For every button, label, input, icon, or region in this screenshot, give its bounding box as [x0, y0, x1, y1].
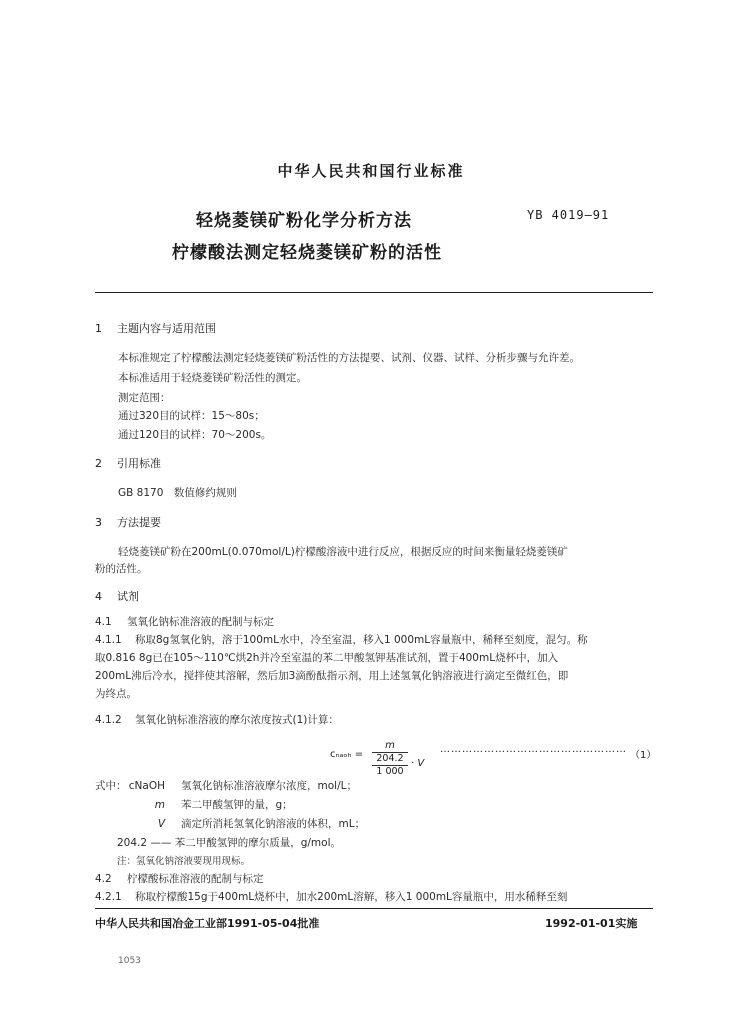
- section-2-p1: GB 8170 数值修约规则: [118, 487, 237, 499]
- section-1-title: 主题内容与适用范围: [117, 322, 216, 335]
- section-3-title: 方法提要: [117, 516, 161, 529]
- subsection-4-2-number: 4.2: [95, 873, 112, 885]
- var-row-2: [95, 797, 293, 812]
- formula-numerator: m: [385, 740, 395, 751]
- standard-code: YB 4019—91: [527, 208, 610, 222]
- formula-denominator-bottom: 1 000: [376, 766, 404, 777]
- section-2-title: 引用标准: [117, 457, 161, 470]
- clause-4-2-1-text: 称取柠檬酸15g于400mL烧杯中，加水200mL溶解，移入1 000mL容量瓶中，用水稀释至刻: [135, 891, 568, 903]
- clause-4-1-1-line-3: 200mL沸后冷水，搅拌使其溶解，然后加3滴酚酞指示剂，用上述氢氧化钠溶液进行滴定至微红色，即: [95, 670, 569, 682]
- section-3-heading: [95, 514, 161, 530]
- formula-fraction: [372, 740, 408, 777]
- var-row-1: [95, 778, 357, 793]
- clause-4-1-1-number: 4.1.1: [95, 634, 122, 646]
- page-number: 1053: [118, 956, 141, 966]
- section-4-title: 试剂: [117, 590, 139, 603]
- section-3-p2: 粉的活性。: [95, 563, 148, 575]
- formula-1: [330, 740, 680, 776]
- section-1-p3: 测定范围：: [118, 392, 171, 404]
- clause-4-2-1-number: 4.2.1: [95, 891, 122, 903]
- subsection-4-1: [95, 614, 274, 629]
- formula-leader: ……………………………………………: [440, 744, 627, 755]
- formula-lhs: cₙₐₒₕ =: [330, 749, 364, 760]
- section-1-number: 1: [95, 322, 102, 335]
- title-line-1: 轻烧菱镁矿粉化学分析方法: [196, 211, 412, 231]
- clause-4-1-2: [95, 712, 339, 727]
- var-desc: 滴定所消耗氢氧化钠溶液的体积，mL；: [181, 818, 366, 830]
- formula-tail: · V: [411, 758, 425, 769]
- clause-4-1-1-text-1: 称取8g氢氧化钠，溶于100mL水中，冷至室温，移入1 000mL容量瓶中，稀释至刻度，混匀。称: [135, 634, 588, 646]
- subsection-4-1-number: 4.1: [95, 616, 112, 628]
- clause-4-1-1-line-4: 为终点。: [95, 688, 137, 700]
- section-4-number: 4: [95, 590, 102, 603]
- implementation-date: 1992-01-01实施: [545, 917, 638, 930]
- var-desc: 氢氧化钠标准溶液摩尔浓度，mol/L；: [181, 780, 357, 792]
- formula-denominator-top: 204.2: [376, 753, 404, 764]
- clause-4-2-1: [95, 889, 567, 904]
- title-line-2: 柠檬酸法测定轻烧菱镁矿粉的活性: [172, 243, 442, 263]
- clause-4-1-1-line-1: [95, 632, 588, 647]
- constant-line: 204.2 —— 苯二甲酸氢钾的摩尔质量，g/mol。: [117, 837, 342, 849]
- note: 注：氢氧化钠溶液要现用现标。: [117, 856, 251, 867]
- var-symbol: cNaOH: [128, 780, 165, 792]
- subsection-4-2: [95, 871, 264, 886]
- title-rule: [95, 292, 653, 293]
- var-symbol: m: [154, 799, 165, 811]
- section-3-number: 3: [95, 516, 102, 529]
- section-1-p2: 本标准适用于轻烧菱镁矿粉活性的测定。: [118, 372, 307, 384]
- section-2-number: 2: [95, 457, 102, 470]
- subsection-4-1-title: 氢氧化钠标准溶液的配制与标定: [127, 616, 274, 628]
- footer-rule: [95, 908, 653, 909]
- where-label: 式中：: [95, 780, 127, 792]
- section-1-heading: [95, 320, 216, 336]
- var-desc: 苯二甲酸氢钾的量，g；: [181, 799, 293, 811]
- formula-number: （1）: [630, 750, 657, 761]
- clause-4-1-2-text: 氢氧化钠标准溶液的摩尔浓度按式(1)计算：: [135, 714, 339, 726]
- var-symbol: V: [157, 818, 165, 830]
- section-1-p1: 本标准规定了柠檬酸法测定轻烧菱镁矿粉活性的方法提要、试剂、仪器、试样、分析步骤与允许差。: [118, 352, 580, 364]
- clause-4-1-1-line-2: 取0.816 8g已在105～110℃烘2h并冷至室温的苯二甲酸氢钾基准试剂，置于400mL烧杯中，加入: [95, 652, 559, 664]
- var-row-3: [95, 816, 365, 831]
- section-4-heading: [95, 588, 139, 604]
- section-1-p4: 通过320目的试样：15～80s；: [118, 410, 265, 422]
- section-1-p5: 通过120目的试样：70～200s。: [118, 429, 272, 441]
- section-3-p1: 轻烧菱镁矿粉在200mL(0.070mol/L)柠檬酸溶液中进行反应，根据反应的时间来衡量轻烧菱镁矿: [118, 546, 568, 558]
- clause-4-1-2-number: 4.1.2: [95, 714, 122, 726]
- approval-info: 中华人民共和国冶金工业部1991-05-04批准: [95, 917, 320, 930]
- document-header: 中华人民共和国行业标准: [277, 162, 465, 180]
- section-2-heading: [95, 455, 161, 471]
- subsection-4-2-title: 柠檬酸标准溶液的配制与标定: [127, 873, 264, 885]
